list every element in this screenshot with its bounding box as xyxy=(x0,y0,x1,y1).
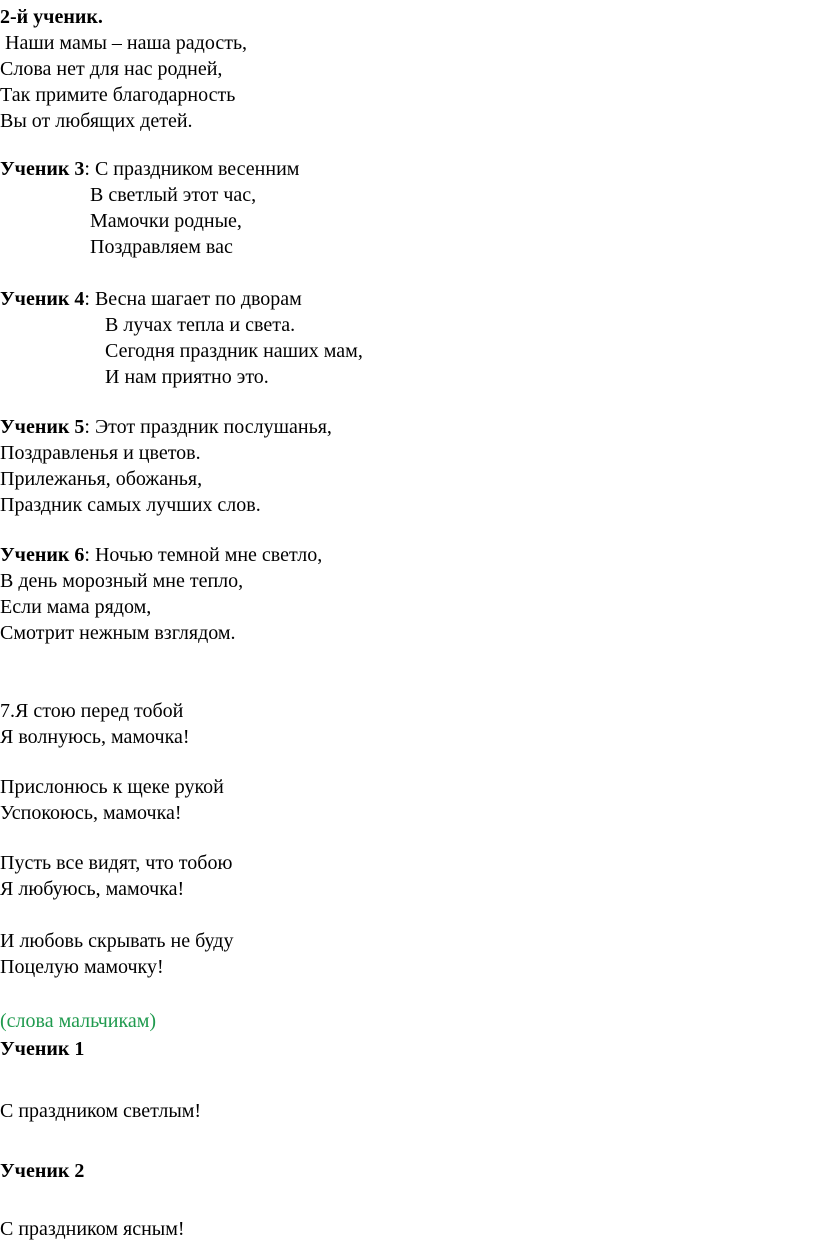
verse-line: Поцелую мамочку! xyxy=(0,956,164,978)
student-4-label: Ученик 4 xyxy=(0,288,85,310)
verse-line: Вы от любящих детей. xyxy=(0,110,193,132)
student-3-first-line xyxy=(0,156,299,182)
verse-line: И нам приятно это. xyxy=(105,366,269,388)
verse-line: Смотрит нежным взглядом. xyxy=(0,622,236,644)
student-5-label: Ученик 5 xyxy=(0,416,85,438)
student-6-label: Ученик 6 xyxy=(0,544,85,566)
verse-line: Прилежанья, обожанья, xyxy=(0,468,203,490)
verse-line: Так примите благодарность xyxy=(0,84,236,106)
verse-line: Мамочки родные, xyxy=(90,210,242,232)
verse-line: Успокоюсь, мамочка! xyxy=(0,802,182,824)
verse-line: В лучах тепла и света. xyxy=(105,314,296,336)
verse-line: Пусть все видят, что тобою xyxy=(0,852,233,874)
verse-line: С праздником светлым! xyxy=(0,1100,202,1122)
student-6-first-line xyxy=(0,542,322,568)
verse-line: Я любуюсь, мамочка! xyxy=(0,878,185,900)
verse-text: : С праздником весенним xyxy=(84,158,300,180)
verse-line: Если мама рядом, xyxy=(0,596,152,618)
verse-line: Слова нет для нас родней, xyxy=(0,58,223,80)
verse-line: В день морозный мне тепло, xyxy=(0,570,244,592)
student-5-first-line xyxy=(0,414,332,440)
verse-text: : Ночью темной мне светло, xyxy=(84,544,323,566)
verse-line: 7.Я стою перед тобой xyxy=(0,700,184,722)
verse-line: Поздравленья и цветов. xyxy=(0,442,201,464)
student-2-label: Ученик 2 xyxy=(0,1160,85,1182)
verse-line: Прислонюсь к щеке рукой xyxy=(0,776,224,798)
student-3-label: Ученик 3 xyxy=(0,158,85,180)
verse-line: И любовь скрывать не буду xyxy=(0,930,234,952)
verse-line: Наши мамы – наша радость, xyxy=(0,32,248,54)
stage-direction-note: (слова мальчикам) xyxy=(0,1010,157,1032)
verse-line: Сегодня праздник наших мам, xyxy=(105,340,363,362)
student-2-heading: 2-й ученик. xyxy=(0,6,103,28)
verse-line: В светлый этот час, xyxy=(90,184,257,206)
verse-text: : Этот праздник послушанья, xyxy=(84,416,332,438)
verse-line: Я волнуюсь, мамочка! xyxy=(0,726,190,748)
student-1-label: Ученик 1 xyxy=(0,1038,85,1060)
student-4-first-line xyxy=(0,286,302,312)
verse-line: Поздравляем вас xyxy=(90,236,233,258)
verse-text: : Весна шагает по дворам xyxy=(84,288,302,310)
verse-line: Праздник самых лучших слов. xyxy=(0,494,261,516)
verse-line: С праздником ясным! xyxy=(0,1218,185,1240)
